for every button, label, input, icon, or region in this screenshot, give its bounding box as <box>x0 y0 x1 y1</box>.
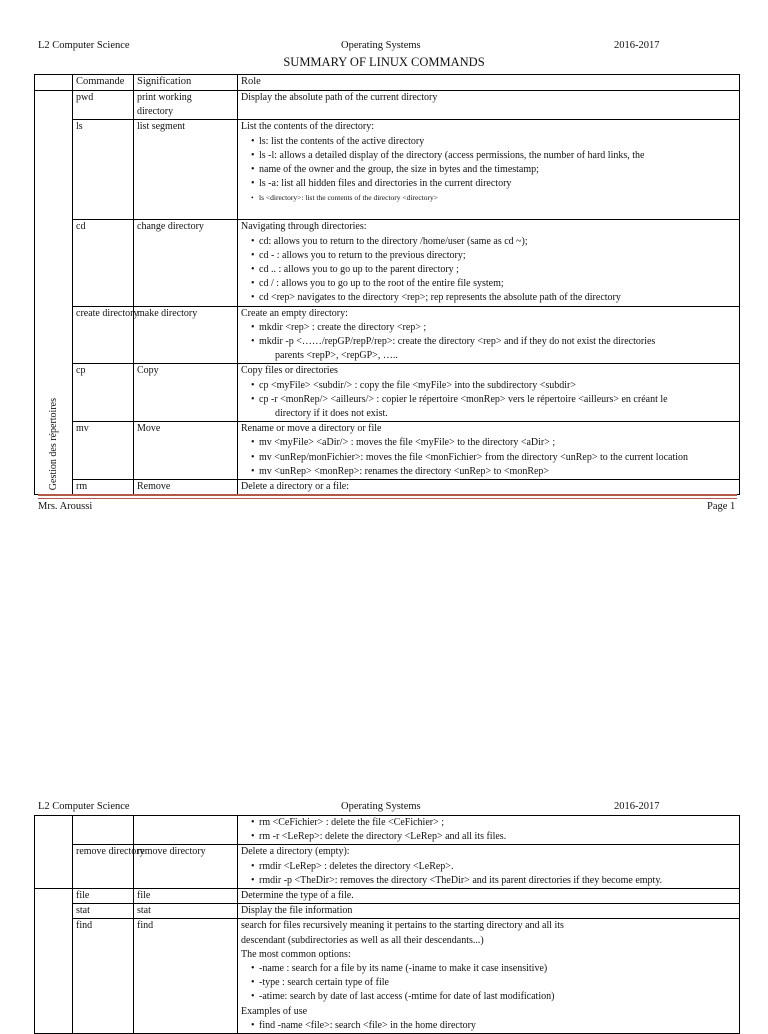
footer-author: Mrs. Aroussi <box>38 501 93 512</box>
role-rmdir: Delete a directory (empty): • rmdir <LeRep> : deletes the directory <LeRep>. • rmdir -p <TheDir>: removes the directory <TheDir> and its parent directories if they become empty. <box>238 845 740 889</box>
list-item: • cd <rep> navigates to the directory <rep>; rep represents the absolute path of the directory <box>241 291 736 305</box>
list-item: • ls <directory>: list the contents of the directory <directory> <box>241 191 736 205</box>
header-left: L2 Computer Science <box>38 801 130 812</box>
role-rm-continued <box>238 816 740 845</box>
list-item: • rm <CeFichier> : delete the file <CeFichier> ; <box>241 816 736 830</box>
cmd-mv: mv <box>73 422 134 480</box>
sig-mkdir: make directory <box>134 306 238 364</box>
table-row-find <box>35 919 740 1034</box>
role-mv: Rename or move a directory or file • mv <myFile> <aDir/> : moves the file <myFile> to the directory <aDir> ; • mv <unRep/monFichier>: moves the file <monFichier> from the directory <unRep> to the current location • mv <unRep> <monRep>: renames the directory <unRep> to <monRep> <box>238 422 740 480</box>
table-row-file <box>35 889 740 904</box>
cmd-rm: rm <box>73 480 134 495</box>
footer-page-number: Page 1 <box>707 501 736 512</box>
table-row-rm-continued <box>35 816 740 845</box>
cmd-mkdir: create directory <box>73 306 134 364</box>
header-right: 2016-2017 <box>614 40 660 51</box>
cmd-stat: stat <box>73 904 134 919</box>
role-file: Determine the type of a file. <box>238 889 740 904</box>
sig-find: find <box>134 919 238 1034</box>
role-stat: Display the file information <box>238 904 740 919</box>
role-mkdir: Create an empty directory: • mkdir <rep> : create the directory <rep> ; • mkdir -p <……/repGP/repP/rep>: create the directory <rep> and if they do not exist the directories parents <repP>, <repGP>, ….. <box>238 306 740 364</box>
list-item: • cp <myFile> <subdir/> : copy the file <myFile> into the subdirectory <subdir> <box>241 379 736 393</box>
sig-rm: Remove <box>134 480 238 495</box>
sig-file: file <box>134 889 238 904</box>
sig-stat: stat <box>134 904 238 919</box>
header-role: Role <box>238 75 740 91</box>
list-item: • rm -r <LeRep>: delete the directory <LeRep> and all its files. <box>241 830 736 844</box>
role-rm: Delete a directory or a file: <box>238 480 740 495</box>
list-item: • mv <unRep> <monRep>: renames the directory <unRep> to <monRep> <box>241 465 736 479</box>
sig-rmdir: remove directory <box>134 845 238 889</box>
cmd-cd: cd <box>73 220 134 306</box>
list-item: • -type : search certain type of file <box>241 976 736 990</box>
header-commande: Commande <box>73 75 134 91</box>
list-item: • name of the owner and the group, the size in bytes and the timestamp; <box>241 163 736 177</box>
table-row-stat <box>35 904 740 919</box>
cmd-ls: ls <box>73 120 134 220</box>
role-cd: Navigating through directories: • cd: allows you to return to the directory /home/user (same as cd ~); • cd - : allows you to return to the previous directory; • cd .. : allows you to go up to the parent directory ; • cd / : allows you to go up to the root of the entire file system; • cd <rep> navigates to the directory <rep>; rep represents the absolute path of the directory <box>238 220 740 306</box>
sig-cp: Copy <box>134 364 238 422</box>
cmd-rmdir: remove directory <box>73 845 134 889</box>
list-item: • ls -l: allows a detailed display of the directory (access permissions, the number of hard links, the <box>241 149 736 163</box>
commands-table-continued <box>34 815 740 1034</box>
list-item: • ls: list the contents of the active directory <box>241 135 736 149</box>
role-pwd: Display the absolute path of the current directory <box>238 91 740 120</box>
list-item: • rmdir -p <TheDir>: removes the directory <TheDir> and its parent directories if they become empty. <box>241 874 736 888</box>
cmd-find: find <box>73 919 134 1034</box>
list-item: • cd: allows you to return to the directory /home/user (same as cd ~); <box>241 235 736 249</box>
list-item: • find -name <file>: search <file> in the home directory <box>241 1019 736 1033</box>
side-label: Gestion des répertoires <box>47 398 59 491</box>
header-left: L2 Computer Science <box>38 40 130 51</box>
header-center: Operating Systems <box>341 40 421 51</box>
list-item: • cp -r <monRep/> <ailleurs/> : copier le répertoire <monRep> vers le répertoire <ailleurs> en créant le <box>241 393 736 407</box>
list-item: • mv <unRep/monFichier>: moves the file <monFichier> from the directory <unRep> to the current location <box>241 451 736 465</box>
list-item: • rmdir <LeRep> : deletes the directory <LeRep>. <box>241 860 736 874</box>
role-find: search for files recursively meaning it pertains to the starting directory and all its descendant (subdirectories as well as all their descendants...) The most common options: • -name : search for a file by its name (-iname to make it case insensitive) • -type : search certain type of file • -atime: search by date of last access (-mtime for date of last modification) Examples of use • find -name <file>: search <file> in the home directory <box>238 919 740 1034</box>
list-item: • ls -a: list all hidden files and directories in the current directory <box>241 177 736 191</box>
list-item: • cd / : allows you to go up to the root of the entire file system; <box>241 277 736 291</box>
sig-ls: list segment <box>134 120 238 220</box>
role-ls: List the contents of the directory: • ls: list the contents of the active directory • ls -l: allows a detailed display of the directory (access permissions, the number of hard links, the • name of the owner and the group, the size in bytes and the timestamp; • ls -a: list all hidden files and directories in the current directory • ls <directory>: list the contents of the directory <directory> <box>238 120 740 220</box>
list-item: • mkdir <rep> : create the directory <rep> ; <box>241 321 736 335</box>
cmd-file: file <box>73 889 134 904</box>
sig-pwd: print working directory <box>134 91 238 120</box>
list-item: • mv <myFile> <aDir/> : moves the file <myFile> to the directory <aDir> ; <box>241 436 736 450</box>
table-row-rmdir <box>35 845 740 889</box>
sig-mv: Move <box>134 422 238 480</box>
header-center: Operating Systems <box>341 801 421 812</box>
side-cell <box>35 889 73 1034</box>
list-item: • cd .. : allows you to go up to the parent directory ; <box>241 263 736 277</box>
list-item: • mkdir -p <……/repGP/repP/rep>: create the directory <rep> and if they do not exist the directories <box>241 335 736 349</box>
list-item: • cd - : allows you to return to the previous directory; <box>241 249 736 263</box>
list-item: • -name : search for a file by its name (-iname to make it case insensitive) <box>241 962 736 976</box>
list-item: • -atime: search by date of last access (-mtime for date of last modification) <box>241 990 736 1004</box>
sig-cd: change directory <box>134 220 238 306</box>
cmd-cp: cp <box>73 364 134 422</box>
side-cell <box>35 816 73 889</box>
role-cp: Copy files or directories • cp <myFile> <subdir/> : copy the file <myFile> into the subdirectory <subdir> • cp -r <monRep/> <ailleurs/> : copier le répertoire <monRep> vers le répertoire <ailleurs> en créant le directory if it does not exist. <box>238 364 740 422</box>
document-title: SUMMARY OF LINUX COMMANDS <box>283 55 485 69</box>
header-right: 2016-2017 <box>614 801 660 812</box>
cmd-pwd: pwd <box>73 91 134 120</box>
header-signification: Signification <box>134 75 238 91</box>
